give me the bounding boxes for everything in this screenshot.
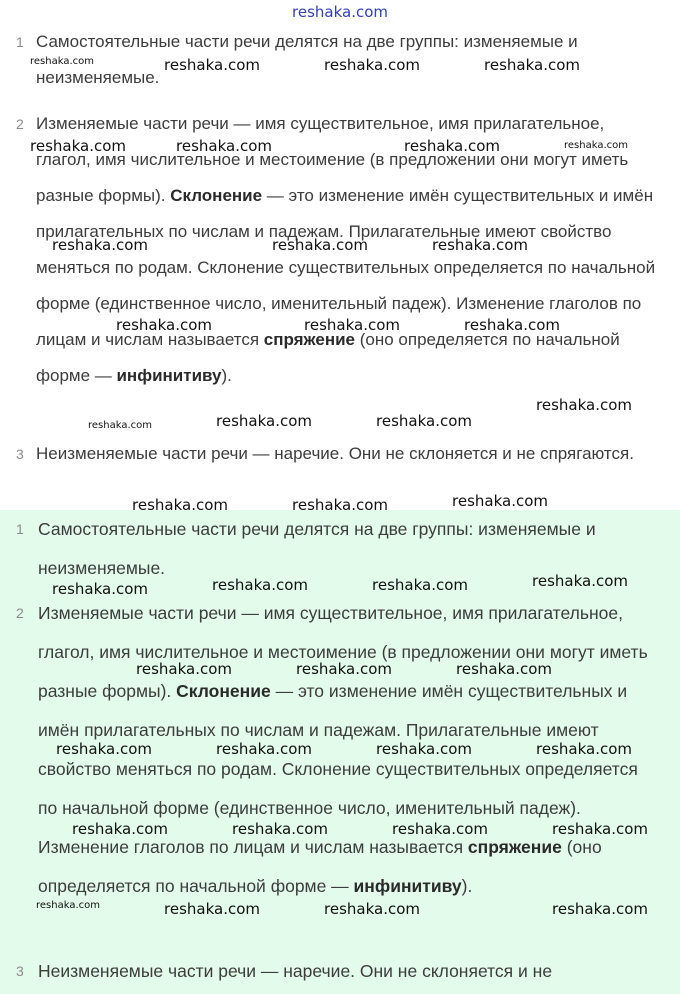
site-name-link[interactable]: reshaka.com: [292, 3, 388, 21]
watermark-text: reshaka.com: [324, 56, 420, 74]
watermark-text: reshaka.com: [552, 900, 648, 918]
watermark-text: reshaka.com: [456, 660, 552, 678]
list-item: [0, 952, 650, 991]
watermark-text: reshaka.com: [552, 820, 648, 838]
watermark-text: reshaka.com: [56, 740, 152, 758]
term-conjugation: спряжение: [263, 330, 356, 349]
text-run: — это изменение имён существительных и имён прилагательных по числам и падежам. Прилагательные имеют свойство меняться по родам. Склонение существительных определяется по начальной форме (единственное число, именительный падеж). Изменение глаголов по лицам и числам называется: [36, 186, 656, 349]
watermark-text: reshaka.com: [132, 496, 228, 514]
watermark-text: reshaka.com: [30, 137, 126, 155]
watermark-text: reshaka.com: [372, 576, 468, 594]
watermark-text: reshaka.com: [272, 236, 368, 254]
text-run: Изменяемые части речи — имя существительное, имя прилагательное, глагол, имя числительное и местоимение (в предложении они могут иметь разные формы).: [36, 114, 629, 205]
watermark-text: reshaka.com: [536, 396, 632, 414]
item-number: 2: [16, 605, 24, 621]
watermark-text: reshaka.com: [532, 572, 628, 590]
watermark-text: reshaka.com: [404, 137, 500, 155]
watermark-text: reshaka.com: [30, 56, 94, 67]
item-number: 1: [16, 521, 24, 537]
item-text: Неизменяемые части речи — наречие. Они не склоняется и не спрягаются.: [36, 444, 634, 463]
item-number: 3: [16, 446, 24, 462]
watermark-text: reshaka.com: [324, 900, 420, 918]
watermark-text: reshaka.com: [52, 236, 148, 254]
watermark-text: reshaka.com: [376, 412, 472, 430]
watermark-text: reshaka.com: [296, 660, 392, 678]
watermark-text: reshaka.com: [88, 420, 152, 431]
watermark-text: reshaka.com: [216, 740, 312, 758]
watermark-text: reshaka.com: [212, 576, 308, 594]
watermark-text: reshaka.com: [36, 900, 100, 911]
watermark-text: reshaka.com: [292, 496, 388, 514]
text-run: (оно определяется по начальной форме —: [36, 330, 620, 385]
watermark-text: reshaka.com: [164, 56, 260, 74]
item-text: Самостоятельные части речи делятся на две группы: изменяемые и неизменяемые.: [36, 32, 578, 87]
watermark-text: reshaka.com: [216, 412, 312, 430]
watermark-text: reshaka.com: [464, 316, 560, 334]
watermark-text: reshaka.com: [392, 820, 488, 838]
answer-block-top: [0, 24, 680, 510]
term-declension: Склонение: [176, 681, 271, 701]
item-text: Самостоятельные части речи делятся на две группы: изменяемые и неизменяемые.: [38, 519, 596, 578]
watermark-text: reshaka.com: [564, 140, 628, 151]
text-run: ).: [461, 876, 473, 896]
item-text: Неизменяемые части речи — наречие. Они не склоняется и не: [38, 961, 553, 981]
watermark-text: reshaka.com: [52, 580, 148, 598]
watermark-text: reshaka.com: [432, 236, 528, 254]
watermark-text: reshaka.com: [484, 56, 580, 74]
site-header: [0, 0, 680, 24]
text-run: — это изменение имён существительных и имён прилагательных по числам и падежам. Прилагательные имеют свойство меняться по родам. Склонение существительных определяется по начальной форме (единственное число, именительный падеж). Изменение глаголов по лицам и числам называется: [38, 681, 638, 857]
term-infinitive: инфинитиву: [116, 366, 222, 385]
watermark-text: reshaka.com: [136, 660, 232, 678]
item-number: 3: [16, 963, 24, 979]
term-declension: Склонение: [170, 186, 263, 205]
term-conjugation: спряжение: [467, 837, 562, 857]
watermark-text: reshaka.com: [536, 740, 632, 758]
watermark-text: reshaka.com: [116, 316, 212, 334]
text-run: (оно определяется по начальной форме —: [38, 837, 602, 896]
item-number: 1: [16, 34, 24, 50]
text-run: Изменяемые части речи — имя существительное, имя прилагательное, глагол, имя числительное и местоимение (в предложении они могут иметь разные формы).: [38, 603, 648, 701]
watermark-text: reshaka.com: [304, 316, 400, 334]
term-infinitive: инфинитиву: [353, 876, 462, 896]
watermark-text: reshaka.com: [376, 740, 472, 758]
watermark-text: reshaka.com: [232, 820, 328, 838]
watermark-text: reshaka.com: [176, 137, 272, 155]
item-number: 2: [16, 116, 24, 132]
watermark-text: reshaka.com: [164, 900, 260, 918]
watermark-text: reshaka.com: [452, 492, 548, 510]
list-item: [0, 436, 656, 472]
watermark-text: reshaka.com: [72, 820, 168, 838]
text-run: ).: [221, 366, 232, 385]
